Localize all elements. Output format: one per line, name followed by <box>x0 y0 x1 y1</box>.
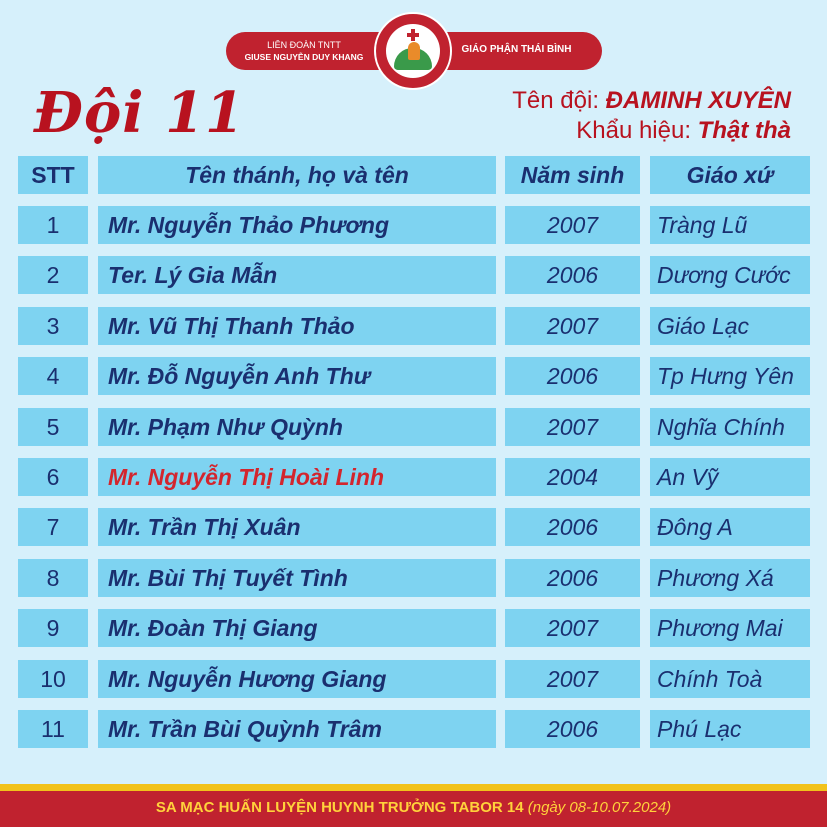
column-header-stt: STT <box>18 156 88 194</box>
diocese-name: GIÁO PHẬN THÁI BÌNH <box>461 44 572 55</box>
footer-event: SA MẠC HUẤN LUYỆN HUYNH TRƯỞNG TABOR 14 <box>155 799 528 816</box>
emblem-logo <box>374 12 452 90</box>
cell-name: Ter. Lý Gia Mẫn <box>98 256 496 294</box>
cell-parish: Tp Hưng Yên <box>650 357 810 395</box>
cell-name: Mr. Trần Bùi Quỳnh Trâm <box>98 710 496 748</box>
org-name <box>244 39 364 63</box>
footer-dates: (ngày 08-10.07.2024) <box>527 799 672 816</box>
footer-text <box>0 799 827 816</box>
team-name-label: Tên đội: <box>512 87 606 114</box>
cell-parish: An Vỹ <box>650 458 810 496</box>
cell-parish: Dương Cước <box>650 256 810 294</box>
cell-parish: Tràng Lũ <box>650 206 810 244</box>
cell-year: 2006 <box>505 256 640 294</box>
cell-parish: Nghĩa Chính <box>650 408 810 446</box>
org-line1: LIÊN ĐOÀN TNTT <box>267 40 341 50</box>
cell-stt: 6 <box>18 458 88 496</box>
cell-parish: Phú Lạc <box>650 710 810 748</box>
emblem-inner <box>386 24 440 78</box>
team-name-line <box>512 86 791 116</box>
cell-name: Mr. Bùi Thị Tuyết Tình <box>98 559 496 597</box>
cell-year: 2004 <box>505 458 640 496</box>
cell-name: Mr. Vũ Thị Thanh Thảo <box>98 307 496 345</box>
cell-stt: 1 <box>18 206 88 244</box>
column-header-year: Năm sinh <box>505 156 640 194</box>
cell-parish: Đông A <box>650 508 810 546</box>
cell-parish: Giáo Lạc <box>650 307 810 345</box>
cell-name: Mr. Nguyễn Thảo Phương <box>98 206 496 244</box>
org-line2: GIUSE NGUYỄN DUY KHANG <box>244 52 364 62</box>
cell-stt: 4 <box>18 357 88 395</box>
cell-year: 2007 <box>505 660 640 698</box>
cell-stt: 10 <box>18 660 88 698</box>
cell-name: Mr. Đoàn Thị Giang <box>98 609 496 647</box>
cell-year: 2006 <box>505 710 640 748</box>
cell-name: Mr. Nguyễn Hương Giang <box>98 660 496 698</box>
person-icon <box>408 42 420 60</box>
cell-parish: Chính Toà <box>650 660 810 698</box>
cell-stt: 7 <box>18 508 88 546</box>
cell-stt: 8 <box>18 559 88 597</box>
column-header-name: Tên thánh, họ và tên <box>98 156 496 194</box>
cell-year: 2007 <box>505 609 640 647</box>
cell-year: 2006 <box>505 508 640 546</box>
cell-name: Mr. Trần Thị Xuân <box>98 508 496 546</box>
cell-year: 2007 <box>505 408 640 446</box>
team-motto-label: Khẩu hiệu: <box>576 117 698 144</box>
cell-name: Mr. Phạm Như Quỳnh <box>98 408 496 446</box>
cell-parish: Phương Mai <box>650 609 810 647</box>
cell-year: 2007 <box>505 206 640 244</box>
cell-stt: 3 <box>18 307 88 345</box>
column-header-parish: Giáo xứ <box>650 156 810 194</box>
team-motto-line <box>512 116 791 146</box>
team-title: Đội 11 <box>34 80 245 146</box>
cell-stt: 9 <box>18 609 88 647</box>
cell-year: 2006 <box>505 559 640 597</box>
team-info <box>512 86 791 146</box>
team-motto-value: Thật thà <box>697 117 791 144</box>
footer-stripe <box>0 784 827 791</box>
cell-name: Mr. Nguyễn Thị Hoài Linh <box>98 458 496 496</box>
cell-parish: Phương Xá <box>650 559 810 597</box>
team-name-value: ĐAMINH XUYÊN <box>605 87 791 114</box>
cell-year: 2006 <box>505 357 640 395</box>
cell-stt: 11 <box>18 710 88 748</box>
cross-icon <box>407 29 419 41</box>
cell-stt: 2 <box>18 256 88 294</box>
cell-stt: 5 <box>18 408 88 446</box>
cell-year: 2007 <box>505 307 640 345</box>
cell-name: Mr. Đỗ Nguyễn Anh Thư <box>98 357 496 395</box>
